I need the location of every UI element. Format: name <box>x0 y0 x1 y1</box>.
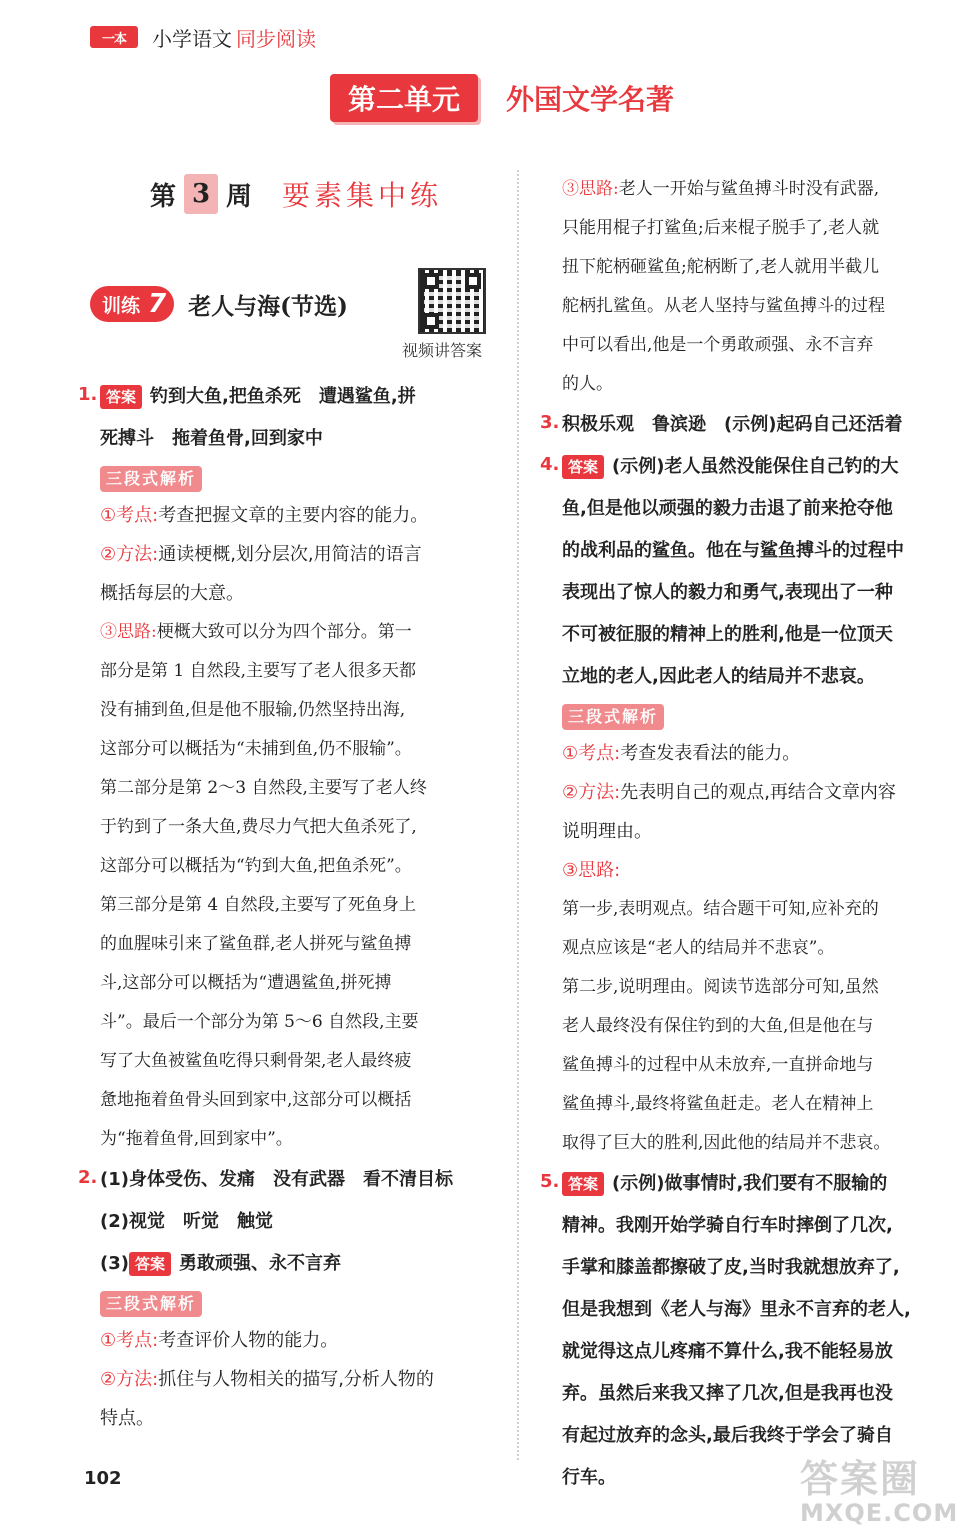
kaodian-text: 考查把握文章的主要内容的能力。 <box>158 505 429 526</box>
sub-question-number: (3) <box>100 1253 129 1274</box>
silu-label: ③思路: <box>562 860 621 881</box>
question-4 <box>540 446 960 698</box>
answer-text: 手掌和膝盖都擦破了皮,当时我就想放弃了, <box>562 1257 900 1278</box>
analysis-tag: 三段式解析 <box>100 1291 202 1317</box>
week-prefix: 第 <box>150 181 177 212</box>
silu-text: 鲨鱼搏斗的过程中从未放弃,一直拼命地与 <box>562 1055 874 1075</box>
qr-code-icon[interactable] <box>418 268 486 334</box>
series-subtitle: 同步阅读 <box>236 26 316 51</box>
silu-text: 第三部分是第 4 自然段,主要写了死鱼身上 <box>100 895 417 915</box>
silu-text: 鲨鱼搏斗,最终将鲨鱼赶走。老人在精神上 <box>562 1094 874 1114</box>
silu-text: 第二步,说明理由。阅读节选部分可知,虽然 <box>562 977 879 997</box>
silu-text: 没有捕到鱼,但是他不服输,仍然坚持出海, <box>100 700 406 720</box>
silu-text: 第一步,表明观点。结合题干可知,应补充的 <box>562 899 879 919</box>
silu-text: 中可以看出,他是一个勇敢顽强、永不言弃 <box>562 335 874 355</box>
silu-text: 写了大鱼被鲨鱼吃得只剩骨架,老人最终疲 <box>100 1051 412 1071</box>
silu-text: 第二部分是第 2～3 自然段,主要写了老人终 <box>100 778 427 798</box>
week-heading <box>150 172 442 216</box>
qr-caption: 视频讲答案 <box>402 341 483 360</box>
answer-text: 但是我想到《老人与海》里永不言弃的老人, <box>562 1299 911 1320</box>
answer-text: 死搏斗 拖着鱼骨,回到家中 <box>100 428 323 449</box>
unit-label: 第二单元 <box>330 74 478 122</box>
answer-text: 行车。 <box>562 1467 616 1488</box>
silu-text: 这部分可以概括为“钓到大鱼,把鱼杀死”。 <box>100 856 412 876</box>
silu-text: 取得了巨大的胜利,因此他的结局并不悲哀。 <box>562 1133 891 1153</box>
answer-text: (示例)老人虽然没能保住自己钓的大 <box>612 456 899 477</box>
silu-text: 梗概大致可以分为四个部分。第一 <box>156 622 412 642</box>
watermark <box>800 1448 970 1528</box>
answer-text: 弃。虽然后来我又摔了几次,但是我再也没 <box>562 1383 893 1404</box>
column-divider <box>517 170 519 1460</box>
answer-text: 鱼,但是他以顽强的毅力击退了前来抢夺他 <box>562 498 893 519</box>
silu-text: 的血腥味引来了鲨鱼群,老人拼死与鲨鱼搏 <box>100 934 412 954</box>
question-1 <box>78 376 498 460</box>
silu-text: 惫地拖着鱼骨头回到家中,这部分可以概括 <box>100 1090 412 1110</box>
training-label: 训练 <box>102 294 141 317</box>
silu-text: 老人一开始与鲨鱼搏斗时没有武器, <box>618 179 880 199</box>
fangfa-text: 抓住与人物相关的描写,分析人物的 <box>158 1369 434 1390</box>
fangfa-label: ②方法: <box>562 782 621 803</box>
silu-label: ③思路: <box>100 622 157 642</box>
fangfa-text: 先表明自己的观点,再结合文章内容 <box>620 782 896 803</box>
unit-banner <box>330 72 674 124</box>
question-number: 4. <box>540 454 560 475</box>
fangfa-label: ②方法: <box>100 544 159 565</box>
silu-text: 舵柄扎鲨鱼。从老人坚持与鲨鱼搏斗的过程 <box>562 296 885 316</box>
watermark-logo: 答案圈 <box>800 1457 921 1501</box>
question-number: 5. <box>540 1171 560 1192</box>
unit-title: 外国文学名著 <box>506 83 675 116</box>
answer-text: 积极乐观 鲁滨逊 (示例)起码自己还活着 <box>562 414 903 435</box>
kaodian-text: 考查发表看法的能力。 <box>620 743 801 764</box>
answer-text: 钓到大鱼,把鱼杀死 遭遇鲨鱼,拼 <box>150 386 416 407</box>
training-heading <box>90 284 348 324</box>
fangfa-text: 说明理由。 <box>562 821 652 842</box>
training-number: 7 <box>148 289 167 319</box>
training-badge <box>90 286 174 322</box>
answer-tag: 答案 <box>129 1252 171 1276</box>
answer-text: 的战利品的鲨鱼。他在与鲨鱼搏斗的过程中 <box>562 540 904 561</box>
page-number: 102 <box>84 1468 122 1489</box>
question-3 <box>540 404 960 446</box>
silu-label: ③思路: <box>562 179 619 199</box>
kaodian-text: 考查评价人物的能力。 <box>158 1330 339 1351</box>
kaodian-label: ①考点: <box>100 505 159 526</box>
silu-text: 老人最终没有保住钓到的大鱼,但是他在与 <box>562 1016 874 1036</box>
week-topic: 要素集中练 <box>282 179 443 212</box>
silu-text: 为“拖着鱼骨,回到家中”。 <box>100 1129 293 1149</box>
silu-text: 部分是第 1 自然段,主要写了老人很多天都 <box>100 661 417 681</box>
silu-text: 斗,这部分可以概括为“遭遇鲨鱼,拼死搏 <box>100 973 392 993</box>
question-number: 3. <box>540 412 560 433</box>
answer-text: (2)视觉 听觉 触觉 <box>100 1211 273 1232</box>
silu-text: 只能用棍子打鲨鱼;后来棍子脱手了,老人就 <box>562 218 880 238</box>
fangfa-label: ②方法: <box>100 1369 159 1390</box>
brand-logo: 一本 <box>90 26 138 48</box>
answer-text: 立地的老人,因此老人的结局并不悲哀。 <box>562 666 875 687</box>
fangfa-text: 通读梗概,划分层次,用简洁的语言 <box>158 544 422 565</box>
series-name: 小学语文 <box>152 26 232 51</box>
answer-tag: 答案 <box>562 1172 604 1196</box>
analysis-tag: 三段式解析 <box>562 704 664 730</box>
answer-text: 精神。我刚开始学骑自行车时摔倒了几次, <box>562 1215 893 1236</box>
answer-text: 勇敢顽强、永不言弃 <box>179 1253 341 1274</box>
answer-tag: 答案 <box>562 455 604 479</box>
answer-text: (1)身体受伤、发痛 没有武器 看不清目标 <box>100 1169 453 1190</box>
week-suffix: 周 <box>226 181 253 212</box>
silu-text: 于钓到了一条大鱼,费尽力气把大鱼杀死了, <box>100 817 417 837</box>
fangfa-text: 特点。 <box>100 1408 154 1429</box>
answer-text: 就觉得这点儿疼痛不算什么,我不能轻易放 <box>562 1341 893 1362</box>
silu-text: 这部分可以概括为“未捕到鱼,仍不服输”。 <box>100 739 412 759</box>
fangfa-text: 概括每层的大意。 <box>100 583 244 604</box>
kaodian-label: ①考点: <box>100 1330 159 1351</box>
week-number: 3 <box>184 174 218 214</box>
answer-text: (示例)做事情时,我们要有不服输的 <box>612 1173 888 1194</box>
left-column <box>78 376 498 1438</box>
qr-finder <box>465 273 481 289</box>
qr-finder <box>423 273 439 289</box>
question-number: 1. <box>78 384 98 405</box>
kaodian-label: ①考点: <box>562 743 621 764</box>
silu-text: 的人。 <box>562 374 613 394</box>
watermark-url: MXQE.COM <box>800 1499 959 1527</box>
answer-text: 表现出了惊人的毅力和勇气,表现出了一种 <box>562 582 893 603</box>
answer-text: 有起过放弃的念头,最后我终于学会了骑自 <box>562 1425 893 1446</box>
page-header <box>90 22 316 52</box>
training-title: 老人与海(节选) <box>188 292 348 320</box>
answer-text: 不可被征服的精神上的胜利,他是一位顶天 <box>562 624 893 645</box>
qr-finder <box>423 313 439 329</box>
question-number: 2. <box>78 1167 98 1188</box>
silu-text: 斗”。最后一个部分为第 5～6 自然段,主要 <box>100 1012 419 1032</box>
silu-text: 扭下舵柄砸鲨鱼;舵柄断了,老人就用半截儿 <box>562 257 880 277</box>
silu-text: 观点应该是“老人的结局并不悲哀”。 <box>562 938 835 958</box>
question-2 <box>78 1159 498 1285</box>
right-column <box>540 170 960 1499</box>
answer-tag: 答案 <box>100 385 142 409</box>
analysis-tag: 三段式解析 <box>100 466 202 492</box>
